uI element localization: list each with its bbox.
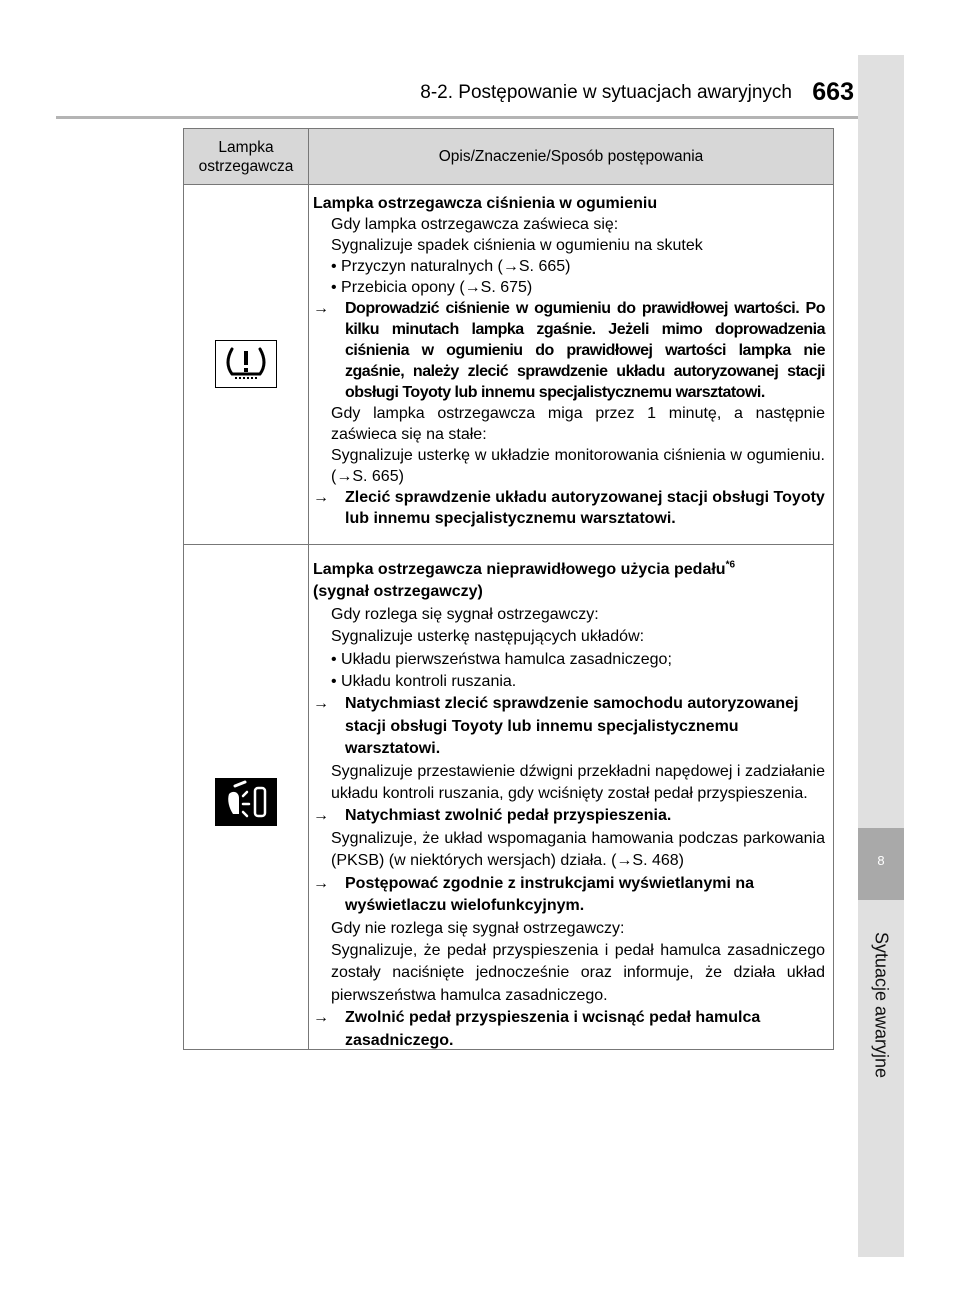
action-item [313, 487, 825, 529]
cause-item: • Przebicia opony (→S. 675) [331, 279, 533, 296]
arrow-icon: → [313, 489, 329, 506]
system-item: • Układu kontroli ruszania. [331, 673, 517, 691]
arrow-icon: → [313, 874, 329, 892]
meaning-text: Sygnalizuje spadek ciśnienia w ogumieniu na skutek [331, 237, 703, 254]
section-title: 8-2. Postępowanie w sytuacjach awaryjnych [420, 82, 792, 103]
warning-lights-table [183, 128, 834, 1050]
action-text: Zlecić sprawdzenie układu autoryzowanej stacji obsługi Toyoty lub innemu specjalistycznemu warsztatowi. [345, 489, 825, 527]
pedal-misapplication-warning-icon [215, 778, 277, 831]
cause-item: • Przyczyn naturalnych (→S. 665) [331, 258, 571, 275]
chapter-number: 8 [877, 853, 885, 868]
table-row [184, 545, 833, 1049]
chapter-label: Sytuacje awaryjne [871, 931, 892, 1079]
system-item: • Układu pierwszeństwa hamulca zasadniczego; [331, 650, 672, 668]
action-item [313, 805, 825, 827]
header-cell-lamp: Lampka ostrzegawcza [198, 138, 294, 175]
footnote-marker: *6 [725, 559, 736, 571]
action-item [313, 298, 825, 403]
meaning-text: Sygnalizuje, że układ wspomagania hamowania podczas parkowania (PKSB) (w niektórych wersjach) działa. (→S. 468) [331, 829, 825, 870]
lamp-title [313, 559, 825, 581]
meaning-text: Sygnalizuje przestawienie dźwigni przekładni napędowej i zadziałanie układu kontroli ruszania, gdy wciśnięty został pedał przyspieszenia. [331, 762, 825, 803]
pedal-warning-description [313, 559, 825, 1052]
lamp-title: Lampka ostrzegawcza ciśnienia w ogumieniu [313, 195, 658, 212]
action-item [313, 693, 825, 760]
lamp-subtitle: (sygnał ostrzegawczy) [313, 583, 483, 601]
arrow-icon: → [313, 1009, 329, 1027]
action-text: Natychmiast zwolnić pedał przyspieszenia. [345, 807, 672, 825]
condition-text: Gdy nie rozlega się sygnał ostrzegawczy: [331, 919, 625, 937]
header-cell-description: Opis/Znaczenie/Sposób postępowania [438, 148, 704, 165]
condition-text: Gdy lampka ostrzegawcza miga przez 1 minutę, a następnie zaświeca się na stałe: [331, 405, 825, 443]
action-text: Postępować zgodnie z instrukcjami wyświetlanymi na wyświetlaczu wielofunkcyjnym. [345, 874, 754, 915]
table-header-row [184, 129, 833, 185]
condition-text: Gdy rozlega się sygnał ostrzegawczy: [331, 605, 599, 623]
tire-pressure-description [313, 193, 825, 529]
action-text: Natychmiast zlecić sprawdzenie samochodu autoryzowanej stacji obsługi Toyoty lub innemu specjalistycznemu warsztatowi. [345, 695, 799, 758]
meaning-text: Sygnalizuje usterkę następujących układów: [331, 628, 645, 646]
action-text: Zwolnić pedał przyspieszenia i wcisnąć pedał hamulca zasadniczego. [345, 1009, 761, 1049]
action-item [313, 1007, 825, 1052]
action-item [313, 873, 825, 918]
header-divider [56, 116, 859, 119]
page-header [56, 78, 854, 112]
meaning-text: Sygnalizuje usterkę w układzie monitorowania ciśnienia w ogumieniu. (→S. 665) [331, 447, 825, 485]
arrow-icon: → [313, 300, 329, 317]
table-row [184, 185, 833, 544]
arrow-icon: → [313, 695, 329, 713]
lamp-title-text: Lampka ostrzegawcza nieprawidłowego użycia pedału [313, 561, 726, 578]
meaning-text: Sygnalizuje, że pedał przyspieszenia i pedał hamulca zasadniczego zostały naciśnięte jednocześnie oraz informuje, że działa układ pierwszeństwa hamulca zasadniczego. [331, 941, 825, 1004]
condition-text: Gdy lampka ostrzegawcza zaświeca się: [331, 216, 619, 233]
arrow-icon: → [313, 807, 329, 825]
tire-pressure-warning-icon [215, 340, 277, 393]
page-number: 663 [812, 78, 854, 106]
action-text: Doprowadzić ciśnienie w ogumieniu do prawidłowej wartości. Po kilku minutach lampka zgaśnie. Jeżeli mimo doprowadzenia ciśnienia w ogumieniu do prawidłowej wartości lampka nie zgaśnie, należy zlecić sprawdzenie układu autoryzowanej stacji obsługi Toyoty lub innemu specjalistycznemu warsztatowi. [345, 300, 825, 401]
